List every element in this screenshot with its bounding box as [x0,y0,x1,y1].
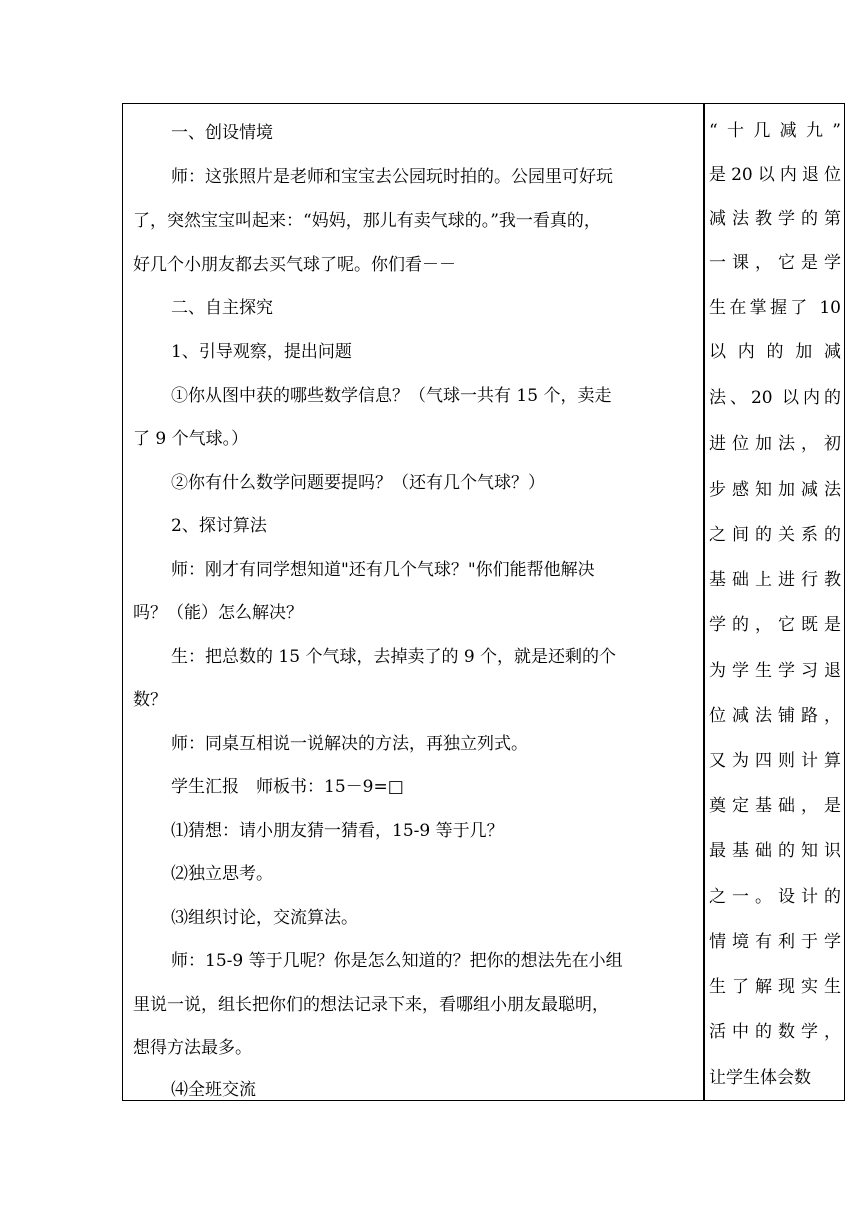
side-note-line: 位减法铺路， [709,706,841,726]
side-note-line: 奠定基础，是 [709,796,841,816]
paragraph-line: 想得方法最多。 [133,1038,252,1058]
paragraph-line: 师：这张照片是老师和宝宝去公园玩时拍的。公园里可好玩 [171,167,613,187]
side-note-line: 为学生学习退 [709,661,841,681]
side-note-line: 进位加法，初 [709,434,841,454]
paragraph-line: 师：15-9 等于几呢？你是怎么知道的？把你的想法先在小组 [171,951,623,971]
side-note-line: 减法教学的第 [709,209,841,229]
paragraph-line: 师：同桌互相说一说解决的方法，再独立列式。 [171,734,528,754]
paragraph-line: ②你有什么数学问题要提吗？（还有几个气球？） [171,473,545,493]
side-note-line: 基础上进行教 [709,570,841,590]
paragraph-line: ⑷全班交流 [171,1080,256,1100]
side-note-line: 一课，它是学 [709,253,841,273]
paragraph-line: ⑶组织讨论，交流算法。 [171,908,358,928]
side-note-line: 生了解现实生 [709,977,841,997]
side-note-line: 又为四则计算 [709,751,841,771]
side-note-line: 情境有利于学 [709,932,841,952]
side-note-line: 学的，它既是 [709,615,841,635]
paragraph-line: 数？ [133,690,167,710]
side-note-line: 以 内 的 加 减 [709,342,841,362]
side-note-line: 让学生体会数 [709,1068,811,1088]
side-note-line: 是20以内退位 [709,165,841,185]
side-note-line: 之一。设计的 [709,887,841,907]
side-note-line: 法、20 以内的 [709,388,841,408]
paragraph-line: 吗？（能）怎么解决？ [133,603,303,623]
side-note-line: “十几减九” [709,121,841,141]
paragraph-line: 学生汇报 师板书：15－9=□ [171,777,404,797]
paragraph-line: 了，突然宝宝叫起来：“妈妈，那儿有卖气球的。”我一看真的， [133,211,601,231]
paragraph-line: 生：把总数的 15 个气球，去掉卖了的 9 个，就是还剩的个 [171,647,617,667]
paragraph-line: 里说一说，组长把你们的想法记录下来，看哪组小朋友最聪明， [133,995,609,1015]
side-note-line: 最基础的知识 [709,841,841,861]
paragraph-line: ⑴猜想：请小朋友猜一猜看，15-9 等于几？ [171,821,504,841]
side-note-line: 之间的关系的 [709,525,841,545]
paragraph-line: 好几个小朋友都去买气球了呢。你们看－－ [133,255,456,275]
subsection-heading: 2、探讨算法 [171,516,267,536]
subsection-heading: 1、引导观察，提出问题 [171,342,352,362]
paragraph-line: ①你从图中获的哪些数学信息？（气球一共有 15 个，卖走 [171,386,612,406]
paragraph-line: 师：刚才有同学想知道"还有几个气球？"你们能帮他解决 [171,560,595,580]
column-divider [703,104,705,1100]
paragraph-line: 了 9 个气球。） [133,429,249,449]
paragraph-line: ⑵独立思考。 [171,864,273,884]
section-heading: 一、创设情境 [171,123,273,143]
side-note-line: 活中的数学， [709,1022,841,1042]
content-table [122,103,845,1101]
section-heading: 二、自主探究 [171,298,273,318]
side-note-line: 生在掌握了 10 [709,298,841,318]
side-note-line: 步感知加减法 [709,480,841,500]
